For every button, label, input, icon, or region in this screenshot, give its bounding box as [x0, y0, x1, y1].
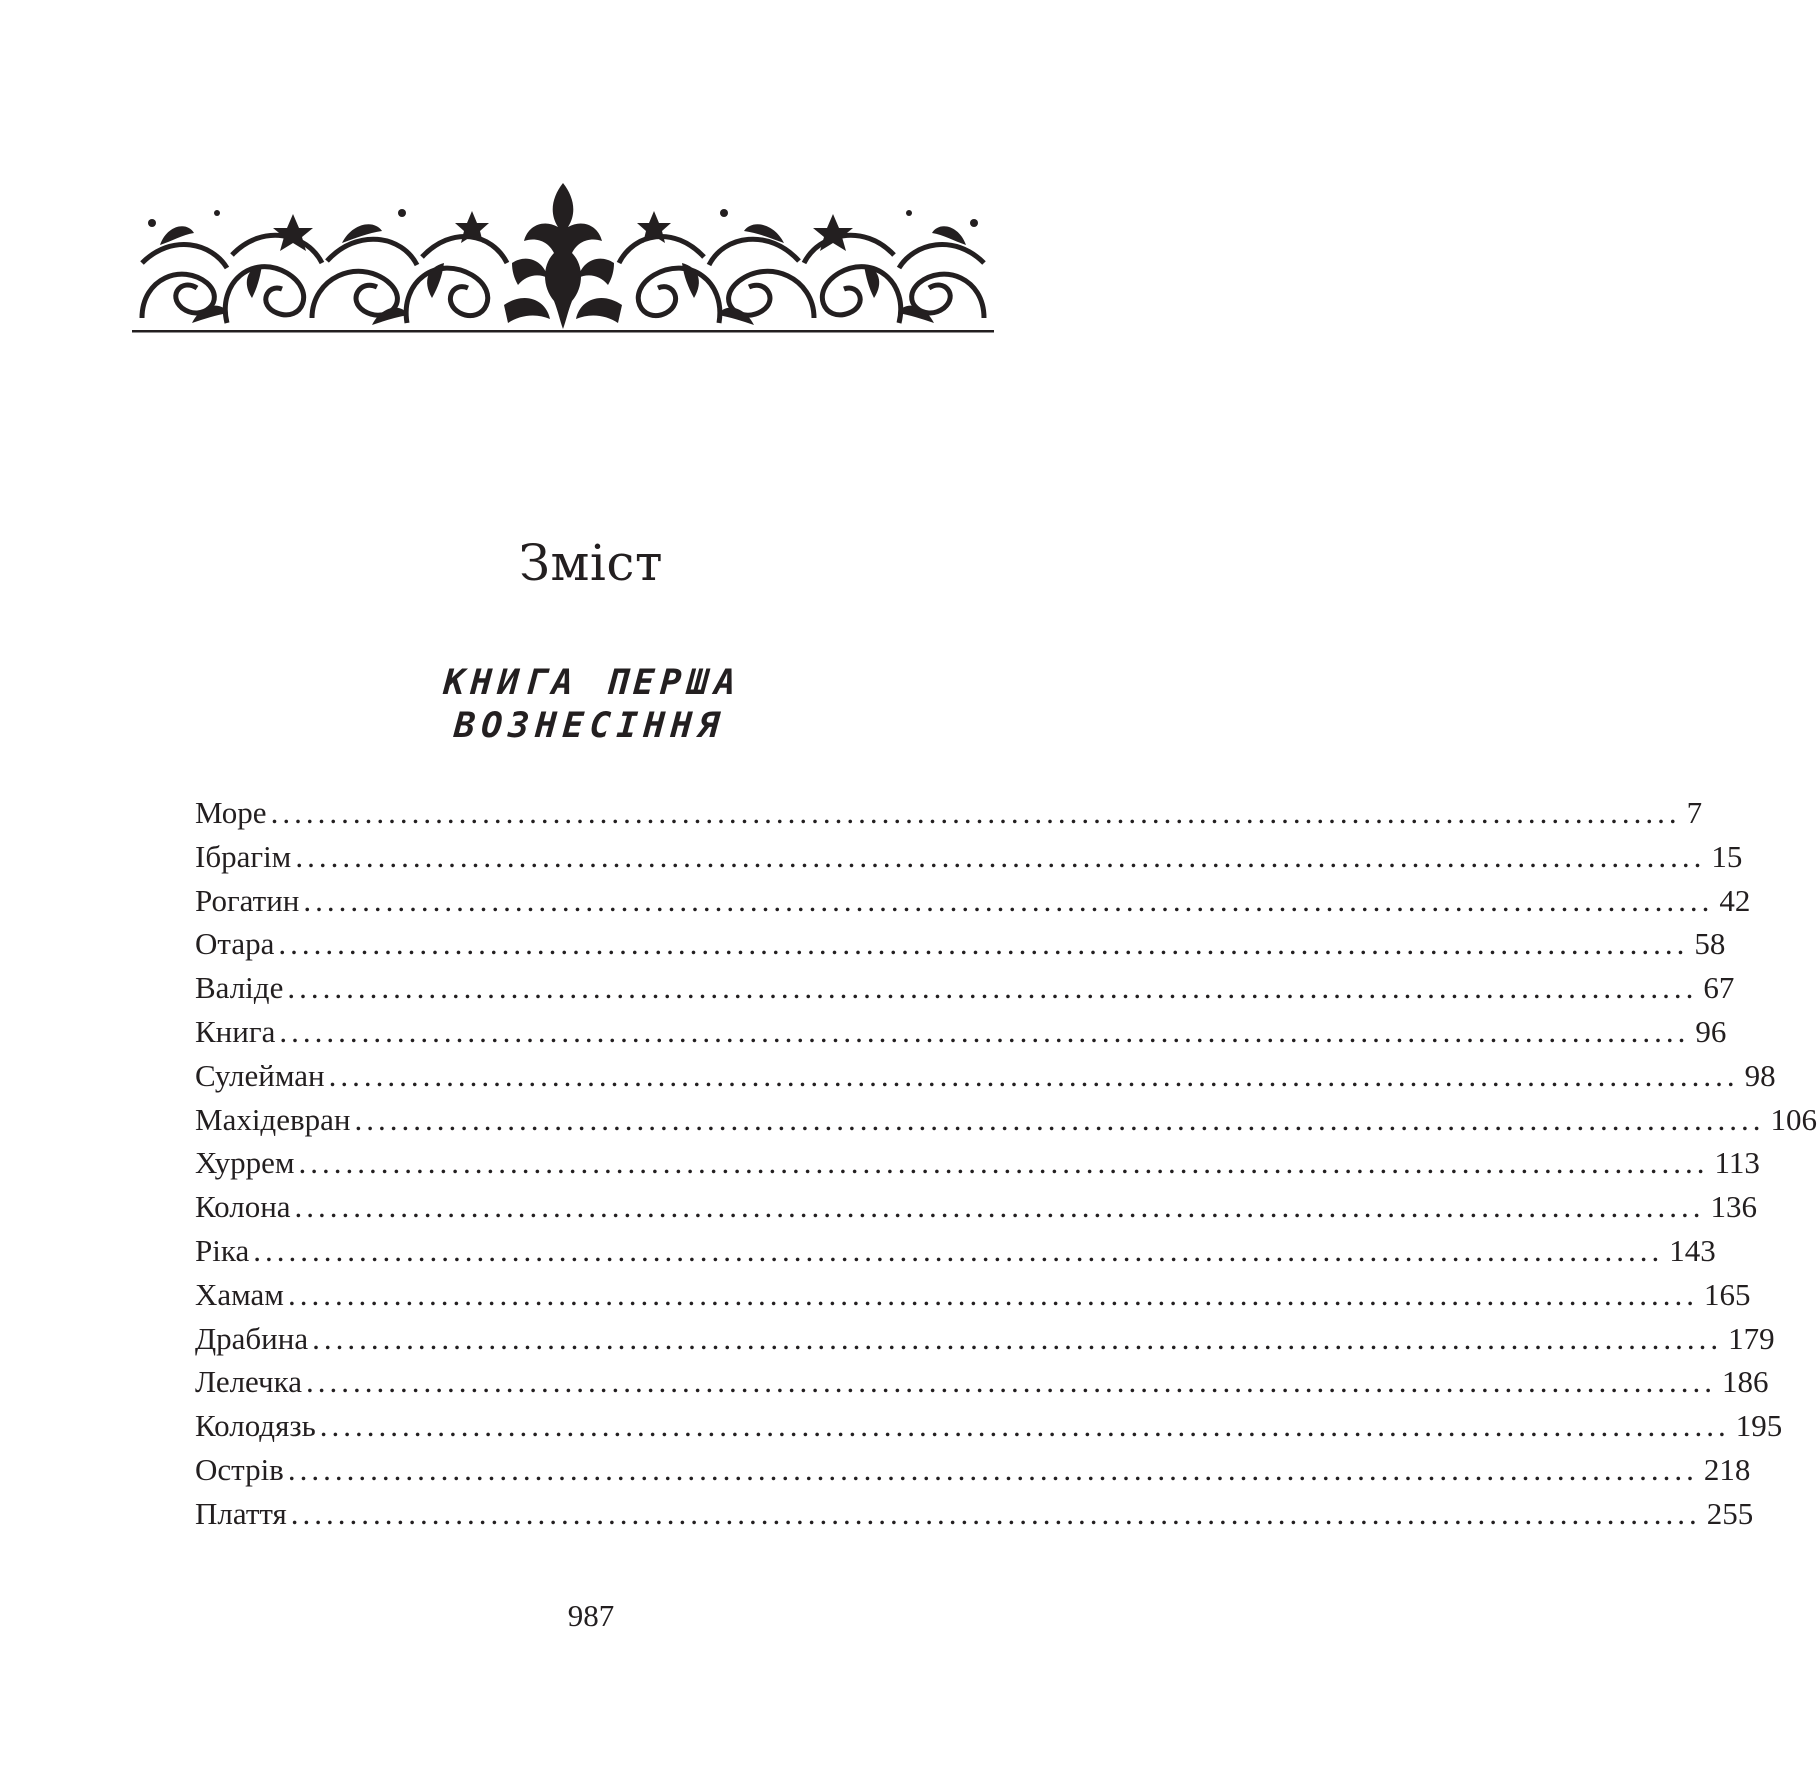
- toc-entry-title: Острів: [195, 1451, 284, 1487]
- dot-leader: ........................................................................................................................: [295, 838, 1706, 874]
- dot-leader: ........................................................................................................................: [305, 1364, 1716, 1400]
- toc-entry-title: Хуррем: [195, 1145, 295, 1181]
- toc-entry-page: 255: [1706, 1495, 1754, 1531]
- toc-entry[interactable]: [195, 1101, 1817, 1146]
- toc-entry[interactable]: [195, 1232, 1716, 1277]
- dot-leader: ........................................................................................................................: [294, 1189, 1705, 1225]
- toc-entry[interactable]: [195, 970, 1735, 1014]
- dot-leader: ........................................................................................................................: [354, 1101, 1765, 1137]
- toc-entry-title: Хамам: [195, 1276, 284, 1312]
- toc-entry-page: 106: [1770, 1101, 1817, 1137]
- toc-entry-page: 218: [1703, 1451, 1751, 1487]
- floral-ornament-icon: [132, 183, 994, 341]
- table-of-contents: [195, 795, 1817, 1540]
- dot-leader: ........................................................................................................................: [312, 1320, 1723, 1356]
- toc-entry-page: 143: [1669, 1232, 1716, 1268]
- dot-leader: ........................................................................................................................: [287, 1451, 1698, 1487]
- book-heading: [0, 662, 1185, 748]
- toc-entry-page: 96: [1695, 1013, 1727, 1049]
- toc-entry-page: 179: [1728, 1320, 1775, 1356]
- toc-entry[interactable]: [195, 1189, 1758, 1233]
- toc-entry-page: 195: [1735, 1408, 1783, 1444]
- toc-entry-title: Книга: [195, 1013, 276, 1049]
- toc-entry-title: Махідевран: [195, 1101, 351, 1137]
- dot-leader: ........................................................................................................................: [287, 970, 1698, 1006]
- toc-entry[interactable]: [195, 838, 1743, 883]
- page-number: 987: [567, 1598, 615, 1633]
- toc-entry[interactable]: [195, 795, 1703, 839]
- dot-leader: ........................................................................................................................: [328, 1057, 1739, 1093]
- toc-entry[interactable]: [195, 1276, 1751, 1321]
- toc-entry-page: 165: [1703, 1276, 1751, 1312]
- dot-leader: ........................................................................................................................: [253, 1232, 1664, 1268]
- dot-leader: ........................................................................................................................: [303, 882, 1714, 918]
- page-title: Зміст: [518, 533, 664, 592]
- toc-entry-title: Море: [195, 795, 267, 830]
- toc-entry[interactable]: [195, 1364, 1769, 1408]
- toc-entry[interactable]: [195, 1408, 1783, 1452]
- dot-leader: ........................................................................................................................: [319, 1408, 1730, 1444]
- toc-entry-page: 58: [1694, 926, 1726, 962]
- toc-entry-title: Плаття: [195, 1495, 287, 1531]
- dot-leader: ........................................................................................................................: [278, 926, 1689, 962]
- book-heading-line-1: КНИГА ПЕРША: [442, 663, 743, 703]
- toc-entry[interactable]: [195, 926, 1726, 970]
- toc-entry-page: 98: [1744, 1057, 1776, 1093]
- toc-entry-title: Колона: [195, 1189, 291, 1225]
- toc-entry-title: Ібрагім: [195, 838, 292, 874]
- toc-entry[interactable]: [195, 1451, 1751, 1496]
- book-heading-line-2: ВОЗНЕСІННЯ: [452, 706, 727, 746]
- toc-entry-title: Ріка: [195, 1232, 250, 1268]
- dot-leader: ........................................................................................................................: [287, 1276, 1698, 1312]
- toc-entry[interactable]: [195, 1057, 1776, 1102]
- toc-entry[interactable]: [195, 882, 1751, 927]
- dot-leader: ........................................................................................................................: [270, 795, 1681, 830]
- toc-entry[interactable]: [195, 1495, 1754, 1540]
- toc-entry-page: 15: [1711, 838, 1743, 874]
- toc-entry[interactable]: [195, 1145, 1760, 1189]
- toc-entry-page: 67: [1703, 970, 1735, 1006]
- toc-entry-page: 7: [1686, 795, 1703, 830]
- toc-entry[interactable]: [195, 1320, 1775, 1365]
- dot-leader: ........................................................................................................................: [298, 1145, 1709, 1181]
- toc-entry-title: Лелечка: [195, 1364, 302, 1400]
- toc-entry-title: Колодязь: [195, 1408, 316, 1444]
- dot-leader: ........................................................................................................................: [290, 1495, 1701, 1531]
- dot-leader: ........................................................................................................................: [279, 1013, 1690, 1049]
- toc-entry-page: 113: [1714, 1145, 1760, 1181]
- toc-entry-title: Рогатин: [195, 882, 300, 918]
- toc-entry-title: Валіде: [195, 970, 284, 1006]
- toc-entry-page: 42: [1719, 882, 1751, 918]
- toc-entry-page: 186: [1721, 1364, 1769, 1400]
- toc-entry-title: Драбина: [195, 1320, 309, 1356]
- toc-entry-title: Отара: [195, 926, 275, 962]
- toc-entry[interactable]: [195, 1013, 1727, 1058]
- toc-entry-page: 136: [1710, 1189, 1758, 1225]
- toc-entry-title: Сулейман: [195, 1057, 325, 1093]
